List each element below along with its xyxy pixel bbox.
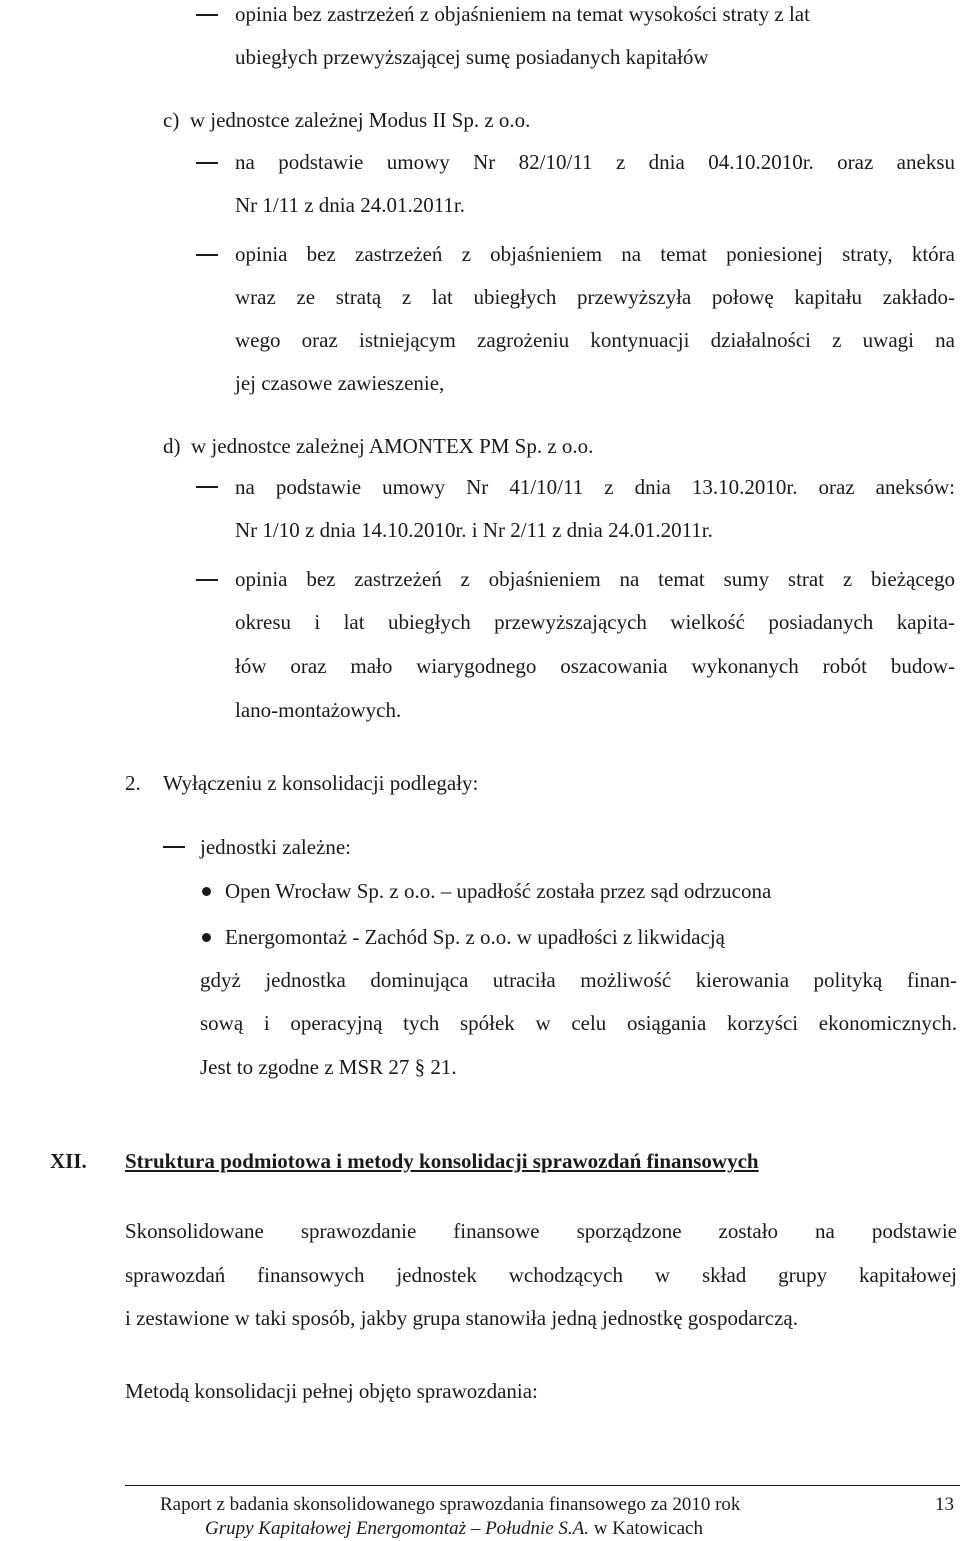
dash-marker — [196, 254, 218, 256]
d-opinion-line1: opinia bez zastrzeżeń z objaśnieniem na temat sumy strat z bieżącego — [235, 567, 955, 591]
section-para-line2: sprawozdań finansowych jednostek wchodzących w skład grupy kapitałowej — [125, 1263, 957, 1287]
point2-number: 2. — [125, 771, 141, 795]
c-contract-line2: Nr 1/11 z dnia 24.01.2011r. — [235, 193, 465, 217]
dash-marker — [163, 846, 185, 848]
footer-group-name: Grupy Kapitałowej Energomontaż – Południe S.A. — [205, 1518, 590, 1539]
section-para-line3: i zestawione w taki sposób, jakby grupa stanowiła jedną jednostkę gospodarczą. — [125, 1306, 798, 1330]
footer-page-number: 13 — [935, 1494, 954, 1515]
bullet-item: Energomontaż - Zachód Sp. z o.o. w upadłości z likwidacją — [225, 925, 725, 949]
point2-para-line1: gdyż jednostka dominująca utraciła możliwość kierowania polityką finan- — [200, 968, 957, 992]
footer-group-line — [205, 1517, 703, 1541]
section-title: Struktura podmiotowa i metody konsolidacji sprawozdań finansowych — [125, 1149, 759, 1173]
point2-dash-label: jednostki zależne: — [200, 835, 352, 859]
d-opinion-line3: łów oraz mało wiarygodnego oszacowania wykonanych robót budow- — [235, 654, 955, 678]
section-para-line1: Skonsolidowane sprawozdanie finansowe sporządzone zostało na podstawie — [125, 1219, 957, 1243]
d-opinion-line4: lano-montażowych. — [235, 698, 402, 722]
dash-marker — [196, 14, 218, 16]
point2-heading: Wyłączeniu z konsolidacji podlegały: — [163, 771, 479, 795]
c-heading: c) w jednostce zależnej Modus II Sp. z o.o. — [163, 108, 531, 132]
c-opinion-line3: wego oraz istniejącym zagrożeniu kontynuacji działalności z uwagi na — [235, 328, 955, 352]
bullet-dot — [202, 933, 211, 942]
c-contract-line1: na podstawie umowy Nr 82/10/11 z dnia 04.10.2010r. oraz aneksu — [235, 150, 955, 174]
dash-marker — [196, 579, 218, 581]
bullet-item: Open Wrocław Sp. z o.o. – upadłość została przez sąd odrzucona — [225, 879, 772, 903]
c-opinion-line2: wraz ze stratą z lat ubiegłych przewyższyła połowę kapitału zakłado- — [235, 285, 955, 309]
d-heading: d) w jednostce zależnej AMONTEX PM Sp. z o.o. — [163, 434, 594, 458]
dash-marker — [196, 162, 218, 164]
d-contract-line2: Nr 1/10 z dnia 14.10.2010r. i Nr 2/11 z dnia 24.01.2011r. — [235, 518, 713, 542]
c-opinion-line4: jej czasowe zawieszenie, — [235, 371, 445, 395]
c-opinion-line1: opinia bez zastrzeżeń z objaśnieniem na temat poniesionej straty, która — [235, 242, 955, 266]
footer-divider — [125, 1485, 960, 1486]
d-opinion-line2: okresu i lat ubiegłych przewyższających wielkość posiadanych kapita- — [235, 610, 955, 634]
footer-report-title: Raport z badania skonsolidowanego sprawozdania finansowego za 2010 rok — [160, 1494, 741, 1515]
section-number: XII. — [50, 1149, 87, 1173]
method-line: Metodą konsolidacji pełnej objęto sprawozdania: — [125, 1379, 538, 1403]
b-opinion-line2: ubiegłych przewyższającej sumę posiadanych kapitałów — [235, 45, 709, 69]
bullet-dot — [202, 887, 211, 896]
footer-location: w Katowicach — [593, 1518, 703, 1539]
dash-marker — [196, 486, 218, 488]
point2-para-line3: Jest to zgodne z MSR 27 § 21. — [200, 1055, 457, 1079]
b-opinion-line1: opinia bez zastrzeżeń z objaśnieniem na temat wysokości straty z lat — [235, 2, 810, 26]
point2-para-line2: sową i operacyjną tych spółek w celu osiągania korzyści ekonomicznych. — [200, 1011, 957, 1035]
d-contract-line1: na podstawie umowy Nr 41/10/11 z dnia 13.10.2010r. oraz aneksów: — [235, 475, 955, 499]
